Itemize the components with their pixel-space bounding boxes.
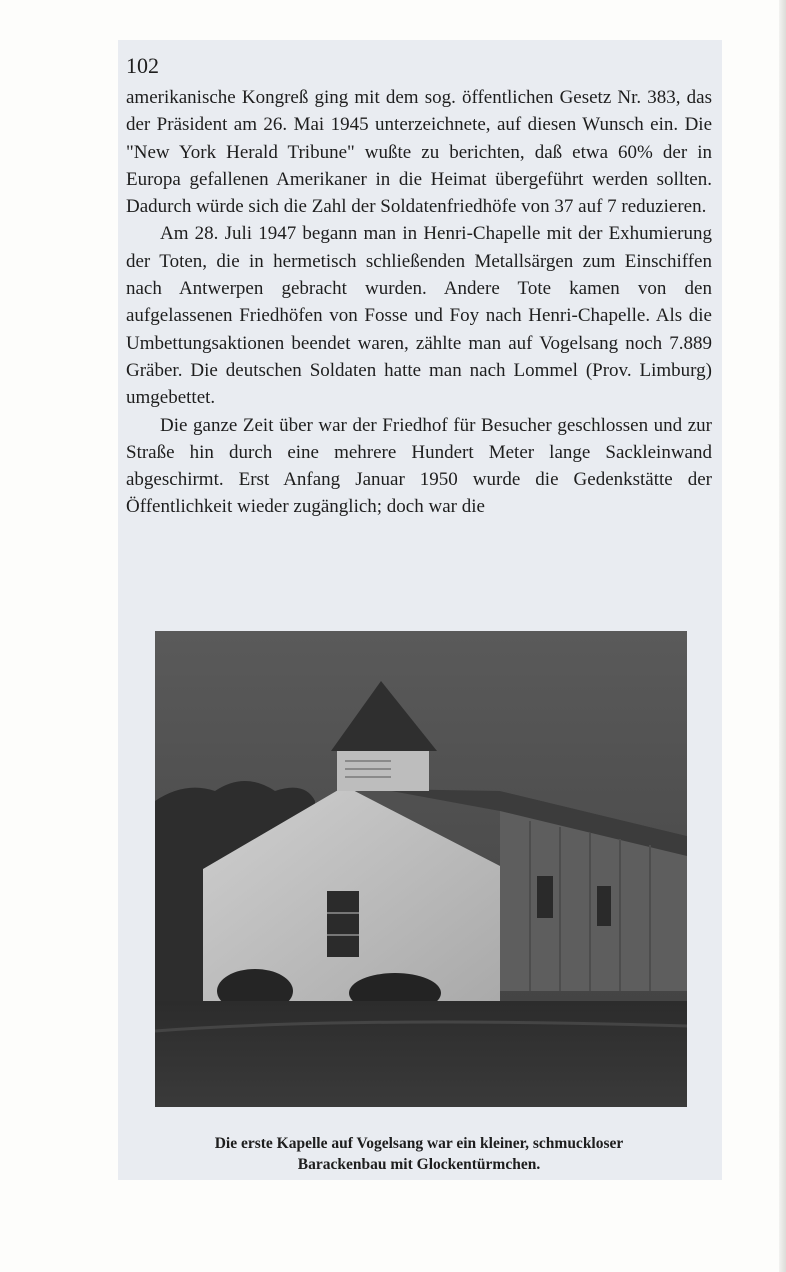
page-edge [779,0,786,1272]
figure-caption [126,1133,712,1175]
caption-line-2: Barackenbau mit Glockentürmchen. [297,1156,541,1173]
paragraph-3: Die ganze Zeit über war der Friedhof für Besucher geschlossen und zur Straße hin durch eine mehrere Hundert Meter lange Sackleinwand abgeschirmt. Erst Anfang Januar 1950 wurde die Gedenkstätte der Öffentlichkeit wieder zugänglich; doch war die [126,414,712,518]
page-number: 102 [126,53,159,78]
caption-line-1: Die erste Kapelle auf Vogelsang war ein kleiner, schmuckloser [214,1135,624,1152]
paragraph-2: Am 28. Juli 1947 begann man in Henri-Chapelle mit der Exhumierung der Toten, die in hermetisch schließenden Metallsärgen zum Einschiffen nach Antwerpen gebracht wurden. Andere Tote kamen von den aufgelassenen Friedhöfen von Fosse und Foy nach Henri-Chapelle. Als die Umbettungsaktionen beendet waren, zählte man auf Vogelsang noch 7.889 Gräber. Die deutschen Soldaten hatte man nach Lommel (Prov. Limburg) umgebettet. [126,223,712,409]
paragraph-1: amerikanische Kongreß ging mit dem sog. öffentlichen Gesetz Nr. 383, das der Präsident am 26. Mai 1945 unterzeichnete, auf diesen Wunsch ein. Die "New York Herald Tribune" wußte zu berichten, daß etwa 60% der in Europa gefallenen Amerikaner in die Heimat übergeführt werden sollten. Dadurch würde sich die Zahl der Soldatenfriedhöfe von 37 auf 7 reduzieren. [126,87,712,218]
body-text [126,84,712,521]
chapel-photo [155,631,687,1107]
